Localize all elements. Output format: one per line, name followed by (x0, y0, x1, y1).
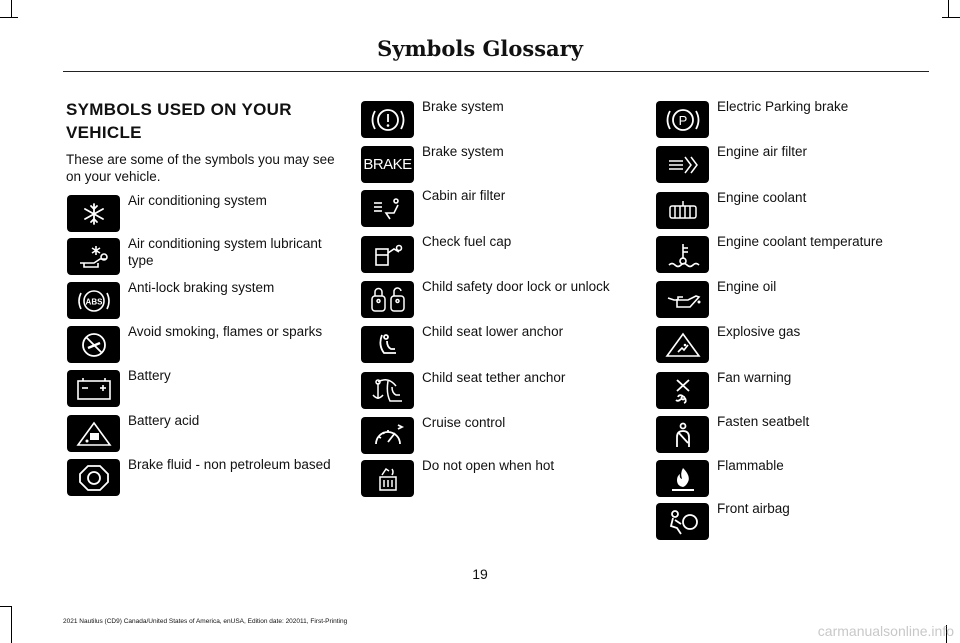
symbol-label: Fasten seatbelt (717, 414, 810, 429)
header-rule (63, 71, 929, 72)
symbol-label: Brake fluid - non petroleum based (128, 457, 331, 472)
abs-icon (67, 282, 120, 319)
brake-warning-icon (361, 101, 414, 138)
child-lock-icon (361, 281, 414, 318)
symbol-label: Battery acid (128, 413, 200, 428)
footer-edition-text: 2021 Nautilus (CD9) Canada/United States of America, enUSA, Edition date: 202011, First-Printing (63, 618, 348, 625)
explosive-gas-icon (656, 326, 709, 363)
cruise-control-icon (361, 417, 414, 454)
symbol-label: Child seat tether anchor (422, 370, 566, 385)
symbol-label: Explosive gas (717, 324, 801, 339)
battery-icon (67, 370, 120, 407)
symbol-label: Air conditioning system lubricant type (128, 236, 322, 268)
no-smoking-icon (67, 326, 120, 363)
symbol-label: Engine coolant (717, 190, 807, 205)
fuel-cap-icon (361, 236, 414, 273)
crop-mark (11, 606, 12, 643)
symbol-label: Engine oil (717, 279, 777, 294)
crop-mark (11, 0, 12, 18)
seatbelt-icon (656, 416, 709, 453)
engine-air-filter-icon (656, 146, 709, 183)
airbag-icon (656, 503, 709, 540)
symbol-label: Cabin air filter (422, 188, 506, 203)
symbol-label: Engine air filter (717, 144, 808, 159)
brake-fluid-icon (67, 459, 120, 496)
page-number: 19 (472, 566, 488, 582)
ac-lubricant-icon (67, 238, 120, 275)
cabin-filter-icon (361, 190, 414, 227)
symbol-label: Engine coolant temperature (717, 234, 883, 249)
watermark: carmanualsonline.info (817, 623, 954, 639)
battery-acid-icon (67, 415, 120, 452)
parking-brake-icon (656, 101, 709, 138)
do-not-open-hot-icon (361, 460, 414, 497)
symbol-label: Fan warning (717, 370, 792, 385)
tether-anchor-icon (361, 372, 414, 409)
section-heading: SYMBOLS USED ON YOUR VEHICLE (66, 100, 292, 142)
coolant-temperature-icon (656, 236, 709, 273)
symbol-label: Electric Parking brake (717, 99, 849, 114)
child-seat-anchor-icon (361, 326, 414, 363)
svg-text:ABS: ABS (85, 297, 102, 306)
symbol-label: Air conditioning system (128, 193, 267, 208)
symbol-label: Avoid smoking, flames or sparks (128, 324, 323, 339)
symbol-label: Check fuel cap (422, 234, 512, 249)
crop-mark (942, 17, 960, 18)
symbol-label: Flammable (717, 458, 784, 473)
crop-mark (0, 606, 12, 607)
symbol-label: Child seat lower anchor (422, 324, 564, 339)
svg-text:P: P (678, 112, 687, 128)
flammable-icon (656, 460, 709, 497)
page-title: Symbols Glossary (377, 36, 583, 61)
symbol-label: Brake system (422, 144, 504, 159)
engine-coolant-icon (656, 192, 709, 229)
symbol-label: Cruise control (422, 415, 506, 430)
symbol-label: Front airbag (717, 501, 790, 516)
crop-mark (0, 17, 18, 18)
snowflake-icon (67, 195, 120, 232)
crop-mark (948, 0, 949, 18)
fan-warning-icon (656, 372, 709, 409)
intro-text: These are some of the symbols you may see on your vehicle. (66, 152, 335, 184)
symbol-label: Child safety door lock or unlock (422, 279, 610, 294)
symbol-label: Battery (128, 368, 171, 383)
symbol-label: Anti-lock braking system (128, 280, 275, 295)
brake-text-icon (361, 146, 414, 183)
symbol-label: Brake system (422, 99, 504, 114)
symbol-label: Do not open when hot (422, 458, 555, 473)
engine-oil-icon (656, 281, 709, 318)
brake-icon-text: BRAKE (363, 156, 412, 173)
